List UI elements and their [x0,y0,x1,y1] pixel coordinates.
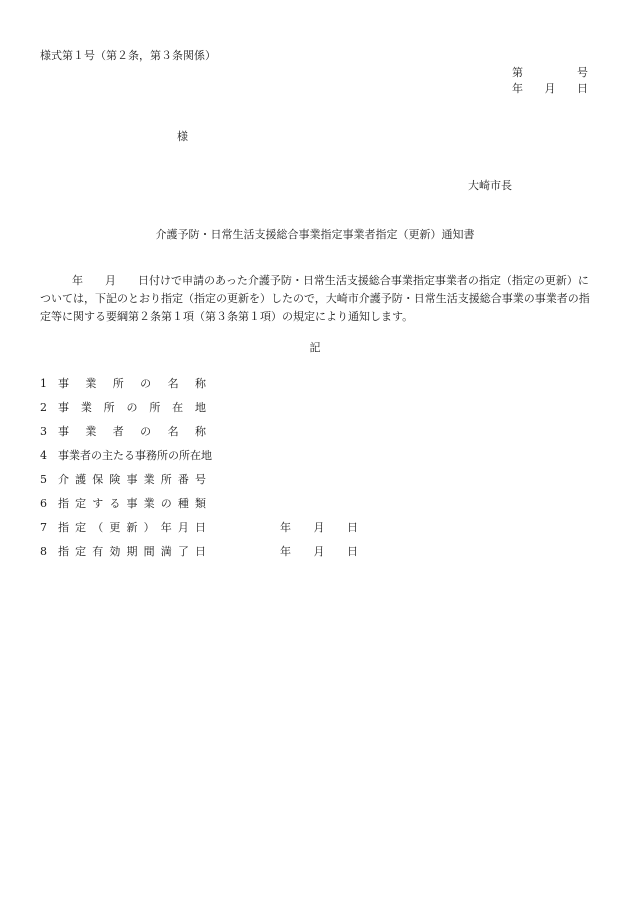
list-item [40,420,440,444]
item-label-char: 月 [177,521,189,534]
item-label-char: 所 [103,401,115,414]
item-label-char: 有 [92,545,104,558]
item-label-char: 満 [160,545,172,558]
item-label-char: 護 [75,473,87,486]
list-item [40,468,440,492]
item-label-char: 業 [85,425,97,438]
item-label-char: る [109,497,121,510]
item-label-char: 間 [143,545,155,558]
item-label-char: 業 [85,377,97,390]
item-label-char: 号 [195,473,206,486]
item-label-char: 称 [194,425,206,438]
item-label-char: 番 [177,473,189,486]
item-label-char: 事 [58,425,69,438]
item-number: 3 [40,425,47,438]
item-label-char: 事 [126,473,138,486]
list-item [40,444,440,468]
item-number: 6 [40,497,47,510]
item-label-char: 業 [80,401,92,414]
item-label-char: 年 [160,521,172,534]
item-label-char: 期 [126,545,138,558]
date-year: 年 [512,82,523,95]
body-paragraph [40,272,592,326]
item-label-char: 所 [112,377,124,390]
item-date-year: 年 [280,521,291,534]
item-date [280,521,358,535]
item-list [40,372,440,564]
date-month: 月 [544,82,556,95]
item-label [58,401,206,415]
item-label-char: 事 [58,377,69,390]
item-label-char: 効 [109,545,121,558]
item-label-char: 定 [75,545,87,558]
item-label-char: 新 [126,521,138,534]
item-label-char: 類 [195,497,206,510]
item-label-char: 名 [167,377,179,390]
list-item [40,396,440,420]
item-label-char: 了 [177,545,189,558]
item-number: 1 [40,377,47,390]
item-label-char: 種 [177,497,189,510]
addressee: 様 [177,130,188,143]
item-label-char: 指 [58,497,69,510]
item-label [58,545,206,559]
item-number: 4 [40,449,47,462]
item-label-char: 名 [167,425,179,438]
item-label-char: す [92,497,104,510]
item-label-char: の [140,377,152,390]
item-label-char: 業 [143,473,155,486]
item-label [58,521,206,535]
item-label-char: 在 [172,401,184,414]
item-label-char: 保 [92,473,104,486]
list-item [40,492,440,516]
item-number: 2 [40,401,47,414]
date-day: 日 [577,82,588,95]
body-month: 月 [105,274,116,287]
item-label [58,425,206,439]
document-number-line [512,66,588,80]
item-date [280,545,358,559]
body-year: 年 [72,274,83,287]
item-date-year: 年 [280,545,291,558]
item-label-char: （ [92,521,104,534]
item-date-month: 月 [313,545,325,558]
item-label-char: の [140,425,152,438]
item-label [58,377,206,391]
item-label-char: 指 [58,545,69,558]
number-prefix: 第 [512,66,523,79]
item-label-char: 介 [58,473,69,486]
list-item [40,372,440,396]
ki-heading: 記 [309,341,321,354]
item-label-char: 定 [75,521,87,534]
item-label-char: 称 [194,377,206,390]
list-item [40,516,440,540]
number-suffix: 号 [577,66,588,79]
item-label-char: 日 [195,545,206,558]
item-number: 5 [40,473,47,486]
item-label-char: 所 [149,401,161,414]
item-label-char: 事 [126,497,138,510]
document-date-line [512,82,588,96]
item-label-char: 所 [160,473,172,486]
item-label-char: の [126,401,138,414]
item-label-char: 地 [194,401,206,414]
item-label-char: 更 [109,521,121,534]
item-number: 8 [40,545,47,558]
item-date-month: 月 [313,521,325,534]
item-label-char: 業 [143,497,155,510]
item-date-day: 日 [347,521,358,534]
item-label-char: 定 [75,497,87,510]
item-label [58,497,206,511]
item-label-char: 日 [195,521,206,534]
item-label-char: 者 [112,425,124,438]
issuer: 大崎市長 [468,179,512,192]
body-text: 日付けで申請のあった介護予防・日常生活支援総合事業指定事業者の指定（指定の更新）については，下記のとおり指定（指定の更新を）したので，大崎市介護予防・日常生活支援総合事業の事業者の指定等に関する要綱第２条第１項（第３条第１項）の規定により通知します。 [40,274,590,323]
item-label: 事業者の主たる事務所の所在地 [58,449,212,462]
item-number: 7 [40,521,47,534]
item-date-day: 日 [347,545,358,558]
item-label [58,473,206,487]
item-label-char: 指 [58,521,69,534]
item-label-char: ） [143,521,155,534]
item-label-char: の [160,497,172,510]
document-title: 介護予防・日常生活支援総合事業指定事業者指定（更新）通知書 [155,228,475,241]
list-item [40,540,440,564]
form-reference: 様式第１号（第２条，第３条関係） [40,49,216,62]
item-label-char: 事 [58,401,69,414]
item-label-char: 険 [109,473,121,486]
